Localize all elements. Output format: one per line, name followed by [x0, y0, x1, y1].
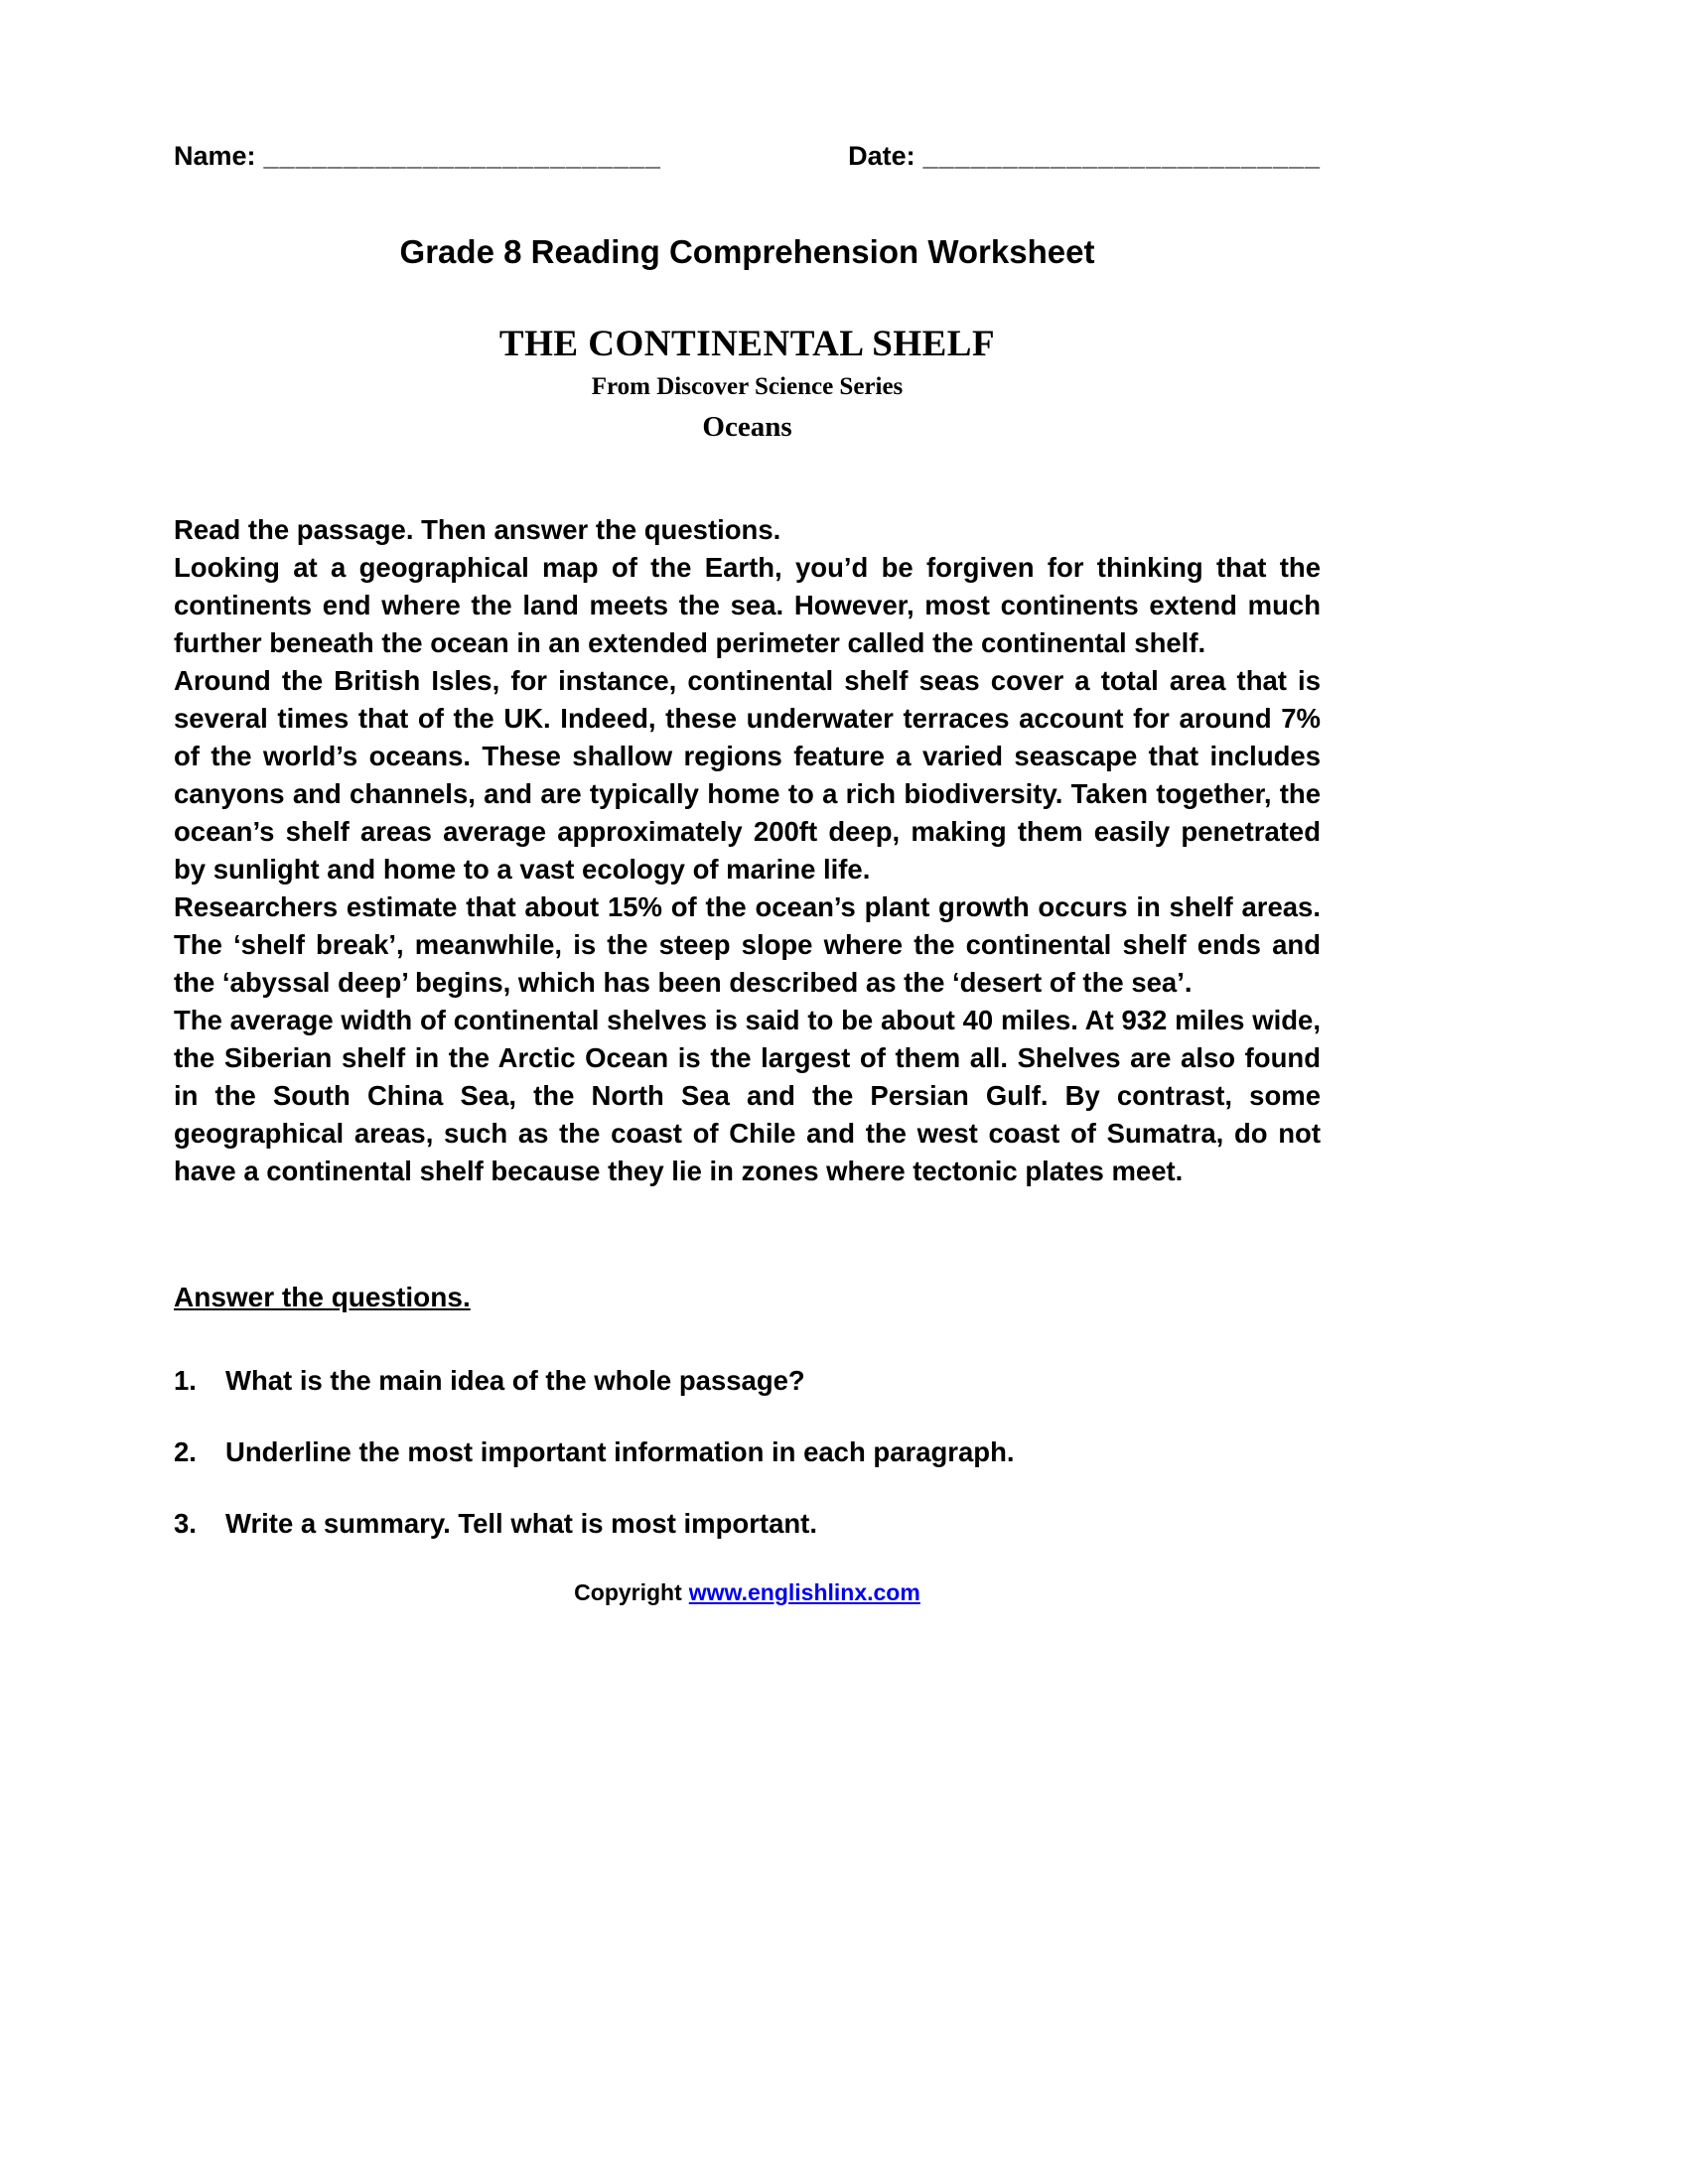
- passage-paragraph-1: Looking at a geographical map of the Earth, you’d be forgiven for thinking that the continents end where the land meets the sea. However, most continents extend much further beneath the ocean in an extended perimeter called the continental shelf.: [174, 552, 1321, 658]
- question-text: Underline the most important information in each paragraph.: [225, 1436, 1015, 1467]
- question-item-2: [174, 1436, 1321, 1468]
- question-number: 2.: [174, 1436, 197, 1467]
- copyright-line: [174, 1579, 1321, 1606]
- questions-list: [174, 1365, 1321, 1540]
- question-number: 3.: [174, 1508, 197, 1539]
- date-blank[interactable]: _________________________: [922, 141, 1321, 171]
- passage-paragraph-4: The average width of continental shelves is said to be about 40 miles. At 932 miles wide, the Siberian shelf in the Arctic Ocean is the largest of them all. Shelves are also found in the South China Sea, the North Sea and the Persian Gulf. By contrast, some geographical areas, such as the coast of Chile and the west coast of Sumatra, do not have a continental shelf because they lie in zones where tectonic plates meet.: [174, 1005, 1321, 1186]
- passage-source: From Discover Science Series: [591, 373, 904, 400]
- question-item-3: [174, 1508, 1321, 1540]
- answer-questions-heading: Answer the questions.: [174, 1282, 471, 1312]
- name-field: [174, 141, 661, 172]
- passage-title: THE CONTINENTAL SHELF: [498, 324, 996, 364]
- englishlinx-link[interactable]: www.englishlinx.com: [688, 1579, 920, 1605]
- date-label: Date:: [848, 141, 915, 171]
- passage-topic: Oceans: [702, 411, 792, 443]
- name-label: Name:: [174, 141, 256, 171]
- passage-instructions: Read the passage. Then answer the questions.: [174, 514, 781, 545]
- passage-paragraph-2: Around the British Isles, for instance, continental shelf seas cover a total area that is several times that of the UK. Indeed, these underwater terraces account for around 7% of the world’s oceans. These shallow regions feature a varied seascape that includes canyons and channels, and are typically home to a rich biodiversity. Taken together, the ocean’s shelf areas average approximately 200ft deep, making them easily penetrated by sunlight and home to a vast ecology of marine life.: [174, 665, 1321, 885]
- date-field: [848, 141, 1321, 172]
- copyright-label: Copyright: [574, 1579, 682, 1605]
- question-text: What is the main idea of the whole passage?: [225, 1365, 805, 1396]
- question-text: Write a summary. Tell what is most important.: [225, 1508, 817, 1539]
- passage-block: [174, 511, 1321, 1190]
- question-item-1: [174, 1365, 1321, 1397]
- name-date-row: [174, 141, 1321, 172]
- question-number: 1.: [174, 1365, 197, 1396]
- name-blank[interactable]: _________________________: [263, 141, 661, 171]
- passage-paragraph-3: Researchers estimate that about 15% of the ocean’s plant growth occurs in shelf areas. The ‘shelf break’, meanwhile, is the steep slope where the continental shelf ends and the ‘abyssal deep’ begins, which has been described as the ‘desert of the sea’.: [174, 891, 1321, 998]
- worksheet-title: Grade 8 Reading Comprehension Worksheet: [399, 233, 1095, 270]
